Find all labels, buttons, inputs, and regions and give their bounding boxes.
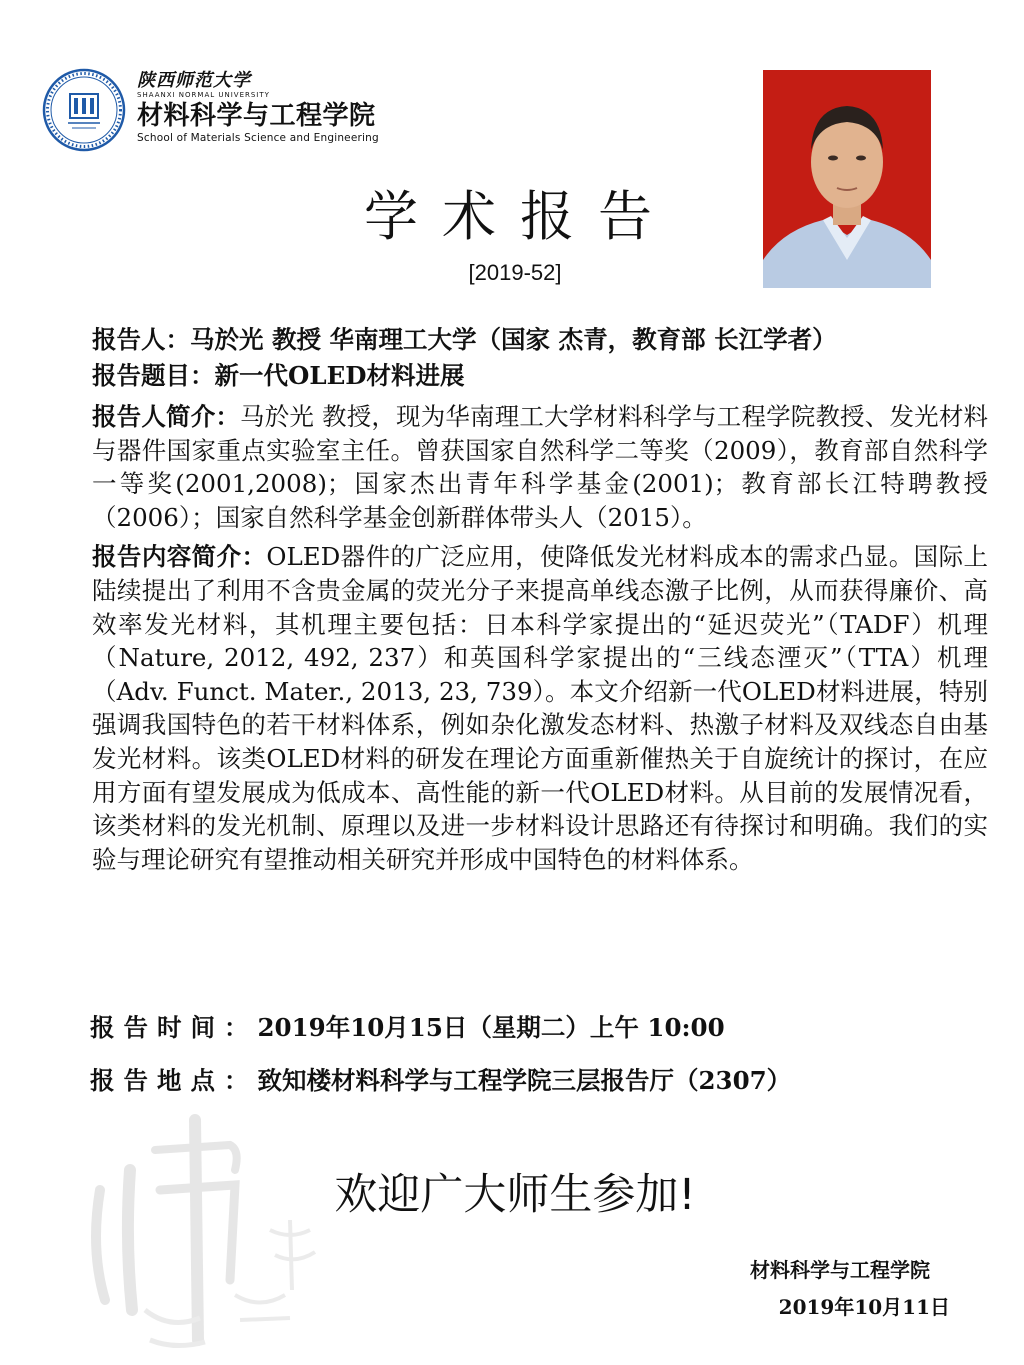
speaker-portrait-icon <box>763 70 931 288</box>
school-name-cn: 材料科学与工程学院 <box>137 101 376 131</box>
welcome-message: 欢迎广大师生参加! <box>334 1170 696 1220</box>
speaker-photo <box>763 70 931 288</box>
university-name-en: SHAANXI NORMAL UNIVERSITY <box>137 91 270 99</box>
topic-line <box>92 358 988 394</box>
venue-value: 致知楼材料科学与工程学院三层报告厅（2307） <box>257 1066 792 1095</box>
bio-text: 马於光 教授，现为华南理工大学材料科学与工程学院教授、发光材料与器件国家重点实验室主任。曾获国家自然科学二等奖（2009），教育部自然科学一等奖(2001,2008)；国家杰出青年科学基金(2001)；教育部长江特聘教授（2006）；国家自然科学基金创新群体带头人（2015）。 <box>92 402 989 532</box>
abstract-label: 报告内容简介： <box>92 542 267 572</box>
speaker-line <box>92 322 988 358</box>
time-value: 2019年10月15日（星期二）上午 10:00 <box>257 1013 725 1042</box>
signature-date: 2019年10月11日 <box>778 1295 950 1319</box>
bio-label: 报告人简介： <box>92 402 241 431</box>
time-label: 报告时间： <box>90 1013 258 1042</box>
school-logo <box>42 68 402 152</box>
topic-value: 新一代OLED材料进展 <box>214 361 465 390</box>
university-seal-icon <box>42 68 126 152</box>
report-details <box>92 322 988 876</box>
venue-label: 报告地点： <box>90 1066 258 1095</box>
page-title: 学术报告 <box>364 185 676 248</box>
time-line <box>90 1010 990 1046</box>
report-abstract <box>92 540 988 876</box>
school-name-en: School of Materials Science and Engineering <box>137 132 379 144</box>
signature-organization: 材料科学与工程学院 <box>750 1258 930 1282</box>
venue-line <box>90 1063 990 1099</box>
topic-label: 报告题目： <box>92 361 215 390</box>
report-number: [2019-52] <box>468 260 562 285</box>
speaker-label: 报告人： <box>92 325 190 354</box>
speaker-bio <box>92 400 988 534</box>
university-name-cn: 陕西师范大学 <box>137 70 251 91</box>
abstract-text: OLED器件的广泛应用，使降低发光材料成本的需求凸显。国际上陆续提出了利用不含贵金属的荧光分子来提高单线态激子比例，从而获得廉价、高效率发光材料，其机理主要包括：日本科学家提出的“延迟荧光”（TADF）机理（Nature, 2012, 492, 237）和英国科学家提出的“三线态湮灭”（TTA）机理（Adv. Funct. Mater., 2013, 23, 739）。本文介绍新一代OLED材料进展，特别强调我国特色的若干材料体系，例如杂化激发态材料、热激子材料及双线态自由基发光材料。该类OLED材料的研发在理论方面重新催热关于自旋统计的探讨，在应用方面有望发展成为低成本、高性能的新一代OLED材料。从目前的发展情况看，该类材料的发光机制、原理以及进一步材料设计思路还有待探讨和明确。我们的实验与理论研究有望推动相关研究并形成中国特色的材料体系。 <box>92 542 988 874</box>
speaker-value: 马於光 教授 华南理工大学（国家 杰青，教育部 长江学者） <box>190 325 837 354</box>
